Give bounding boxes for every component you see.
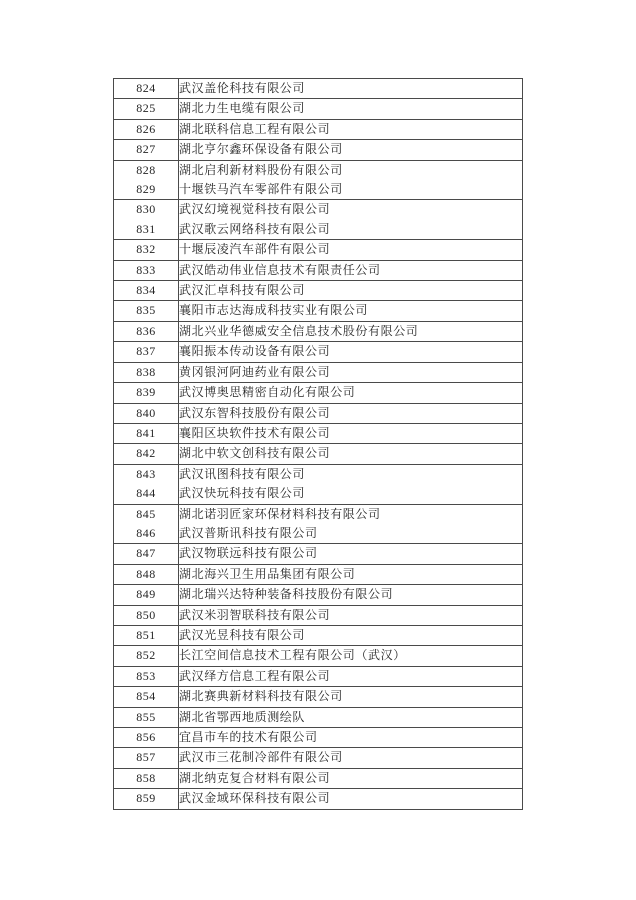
row-number: 830 xyxy=(114,200,179,220)
company-name: 武汉皓动伟业信息技术有限责任公司 xyxy=(179,260,523,280)
row-number: 853 xyxy=(114,666,179,686)
table-row xyxy=(114,748,523,768)
table-row xyxy=(114,140,523,160)
company-table-body xyxy=(114,79,523,810)
table-row xyxy=(114,585,523,605)
table-row xyxy=(114,260,523,280)
company-name: 湖北诺羽匠家环保材料科技有限公司 xyxy=(179,504,523,524)
company-name: 武汉快玩科技有限公司 xyxy=(179,484,523,504)
company-name: 湖北中软文创科技有限公司 xyxy=(179,444,523,464)
company-name: 湖北瑞兴达特种装备科技股份有限公司 xyxy=(179,585,523,605)
table-row xyxy=(114,544,523,564)
company-name: 襄阳市志达海成科技实业有限公司 xyxy=(179,301,523,321)
table-row xyxy=(114,464,523,484)
table-row xyxy=(114,321,523,341)
table-row xyxy=(114,666,523,686)
row-number: 857 xyxy=(114,748,179,768)
table-row xyxy=(114,403,523,423)
row-number: 859 xyxy=(114,789,179,809)
table-row xyxy=(114,99,523,119)
row-number: 846 xyxy=(114,524,179,544)
company-name: 湖北亨尔鑫环保设备有限公司 xyxy=(179,140,523,160)
row-number: 832 xyxy=(114,240,179,260)
table-row xyxy=(114,625,523,645)
table-row xyxy=(114,728,523,748)
row-number: 836 xyxy=(114,321,179,341)
company-name: 十堰辰凌汽车部件有限公司 xyxy=(179,240,523,260)
table-row xyxy=(114,220,523,240)
company-name: 武汉绎方信息工程有限公司 xyxy=(179,666,523,686)
table-row xyxy=(114,79,523,99)
row-number: 837 xyxy=(114,342,179,362)
row-number: 839 xyxy=(114,383,179,403)
company-name: 武汉幻境视觉科技有限公司 xyxy=(179,200,523,220)
company-name: 黄冈银河阿迪药业有限公司 xyxy=(179,362,523,382)
row-number: 827 xyxy=(114,140,179,160)
company-name: 湖北联科信息工程有限公司 xyxy=(179,119,523,139)
company-name: 武汉讯图科技有限公司 xyxy=(179,464,523,484)
company-name: 湖北纳克复合材料有限公司 xyxy=(179,768,523,788)
row-number: 844 xyxy=(114,484,179,504)
row-number: 854 xyxy=(114,687,179,707)
table-row xyxy=(114,423,523,443)
row-number: 840 xyxy=(114,403,179,423)
row-number: 843 xyxy=(114,464,179,484)
company-name: 湖北启利新材料股份有限公司 xyxy=(179,160,523,180)
table-row xyxy=(114,301,523,321)
row-number: 831 xyxy=(114,220,179,240)
row-number: 858 xyxy=(114,768,179,788)
company-name: 长江空间信息技术工程有限公司（武汉） xyxy=(179,646,523,666)
table-row xyxy=(114,564,523,584)
table-row xyxy=(114,605,523,625)
company-name: 武汉汇卓科技有限公司 xyxy=(179,281,523,301)
table-row xyxy=(114,119,523,139)
row-number: 834 xyxy=(114,281,179,301)
row-number: 848 xyxy=(114,564,179,584)
company-name: 武汉博奥思精密自动化有限公司 xyxy=(179,383,523,403)
row-number: 845 xyxy=(114,504,179,524)
table-row xyxy=(114,160,523,180)
table-row xyxy=(114,362,523,382)
table-row xyxy=(114,484,523,504)
company-name: 湖北省鄂西地质测绘队 xyxy=(179,707,523,727)
company-name: 湖北兴业华德威安全信息技术股份有限公司 xyxy=(179,321,523,341)
table-row xyxy=(114,200,523,220)
company-name: 武汉盖伦科技有限公司 xyxy=(179,79,523,99)
company-name: 武汉米羽智联科技有限公司 xyxy=(179,605,523,625)
table-row xyxy=(114,687,523,707)
company-name: 宜昌市车的技术有限公司 xyxy=(179,728,523,748)
row-number: 828 xyxy=(114,160,179,180)
company-name: 十堰铁马汽车零部件有限公司 xyxy=(179,180,523,200)
company-name: 武汉市三花制冷部件有限公司 xyxy=(179,748,523,768)
row-number: 826 xyxy=(114,119,179,139)
table-row xyxy=(114,281,523,301)
table-row xyxy=(114,444,523,464)
row-number: 825 xyxy=(114,99,179,119)
table-row xyxy=(114,240,523,260)
row-number: 856 xyxy=(114,728,179,748)
table-row xyxy=(114,504,523,524)
row-number: 847 xyxy=(114,544,179,564)
row-number: 849 xyxy=(114,585,179,605)
table-row xyxy=(114,524,523,544)
company-name: 湖北海兴卫生用品集团有限公司 xyxy=(179,564,523,584)
company-name: 湖北赛典新材料科技有限公司 xyxy=(179,687,523,707)
row-number: 829 xyxy=(114,180,179,200)
row-number: 855 xyxy=(114,707,179,727)
company-name: 武汉东智科技股份有限公司 xyxy=(179,403,523,423)
company-name: 武汉金域环保科技有限公司 xyxy=(179,789,523,809)
table-row xyxy=(114,789,523,809)
company-name: 湖北力生电缆有限公司 xyxy=(179,99,523,119)
row-number: 852 xyxy=(114,646,179,666)
row-number: 835 xyxy=(114,301,179,321)
company-list-table xyxy=(113,78,523,810)
table-row xyxy=(114,707,523,727)
table-row xyxy=(114,342,523,362)
table-row xyxy=(114,646,523,666)
row-number: 824 xyxy=(114,79,179,99)
row-number: 851 xyxy=(114,625,179,645)
row-number: 838 xyxy=(114,362,179,382)
company-name: 武汉物联远科技有限公司 xyxy=(179,544,523,564)
table-row xyxy=(114,180,523,200)
row-number: 833 xyxy=(114,260,179,280)
company-name: 襄阳振本传动设备有限公司 xyxy=(179,342,523,362)
company-name: 武汉歌云网络科技有限公司 xyxy=(179,220,523,240)
table-row xyxy=(114,768,523,788)
row-number: 842 xyxy=(114,444,179,464)
row-number: 841 xyxy=(114,423,179,443)
company-name: 武汉光昱科技有限公司 xyxy=(179,625,523,645)
row-number: 850 xyxy=(114,605,179,625)
company-name: 襄阳区块软件技术有限公司 xyxy=(179,423,523,443)
table-row xyxy=(114,383,523,403)
company-name: 武汉普斯讯科技有限公司 xyxy=(179,524,523,544)
